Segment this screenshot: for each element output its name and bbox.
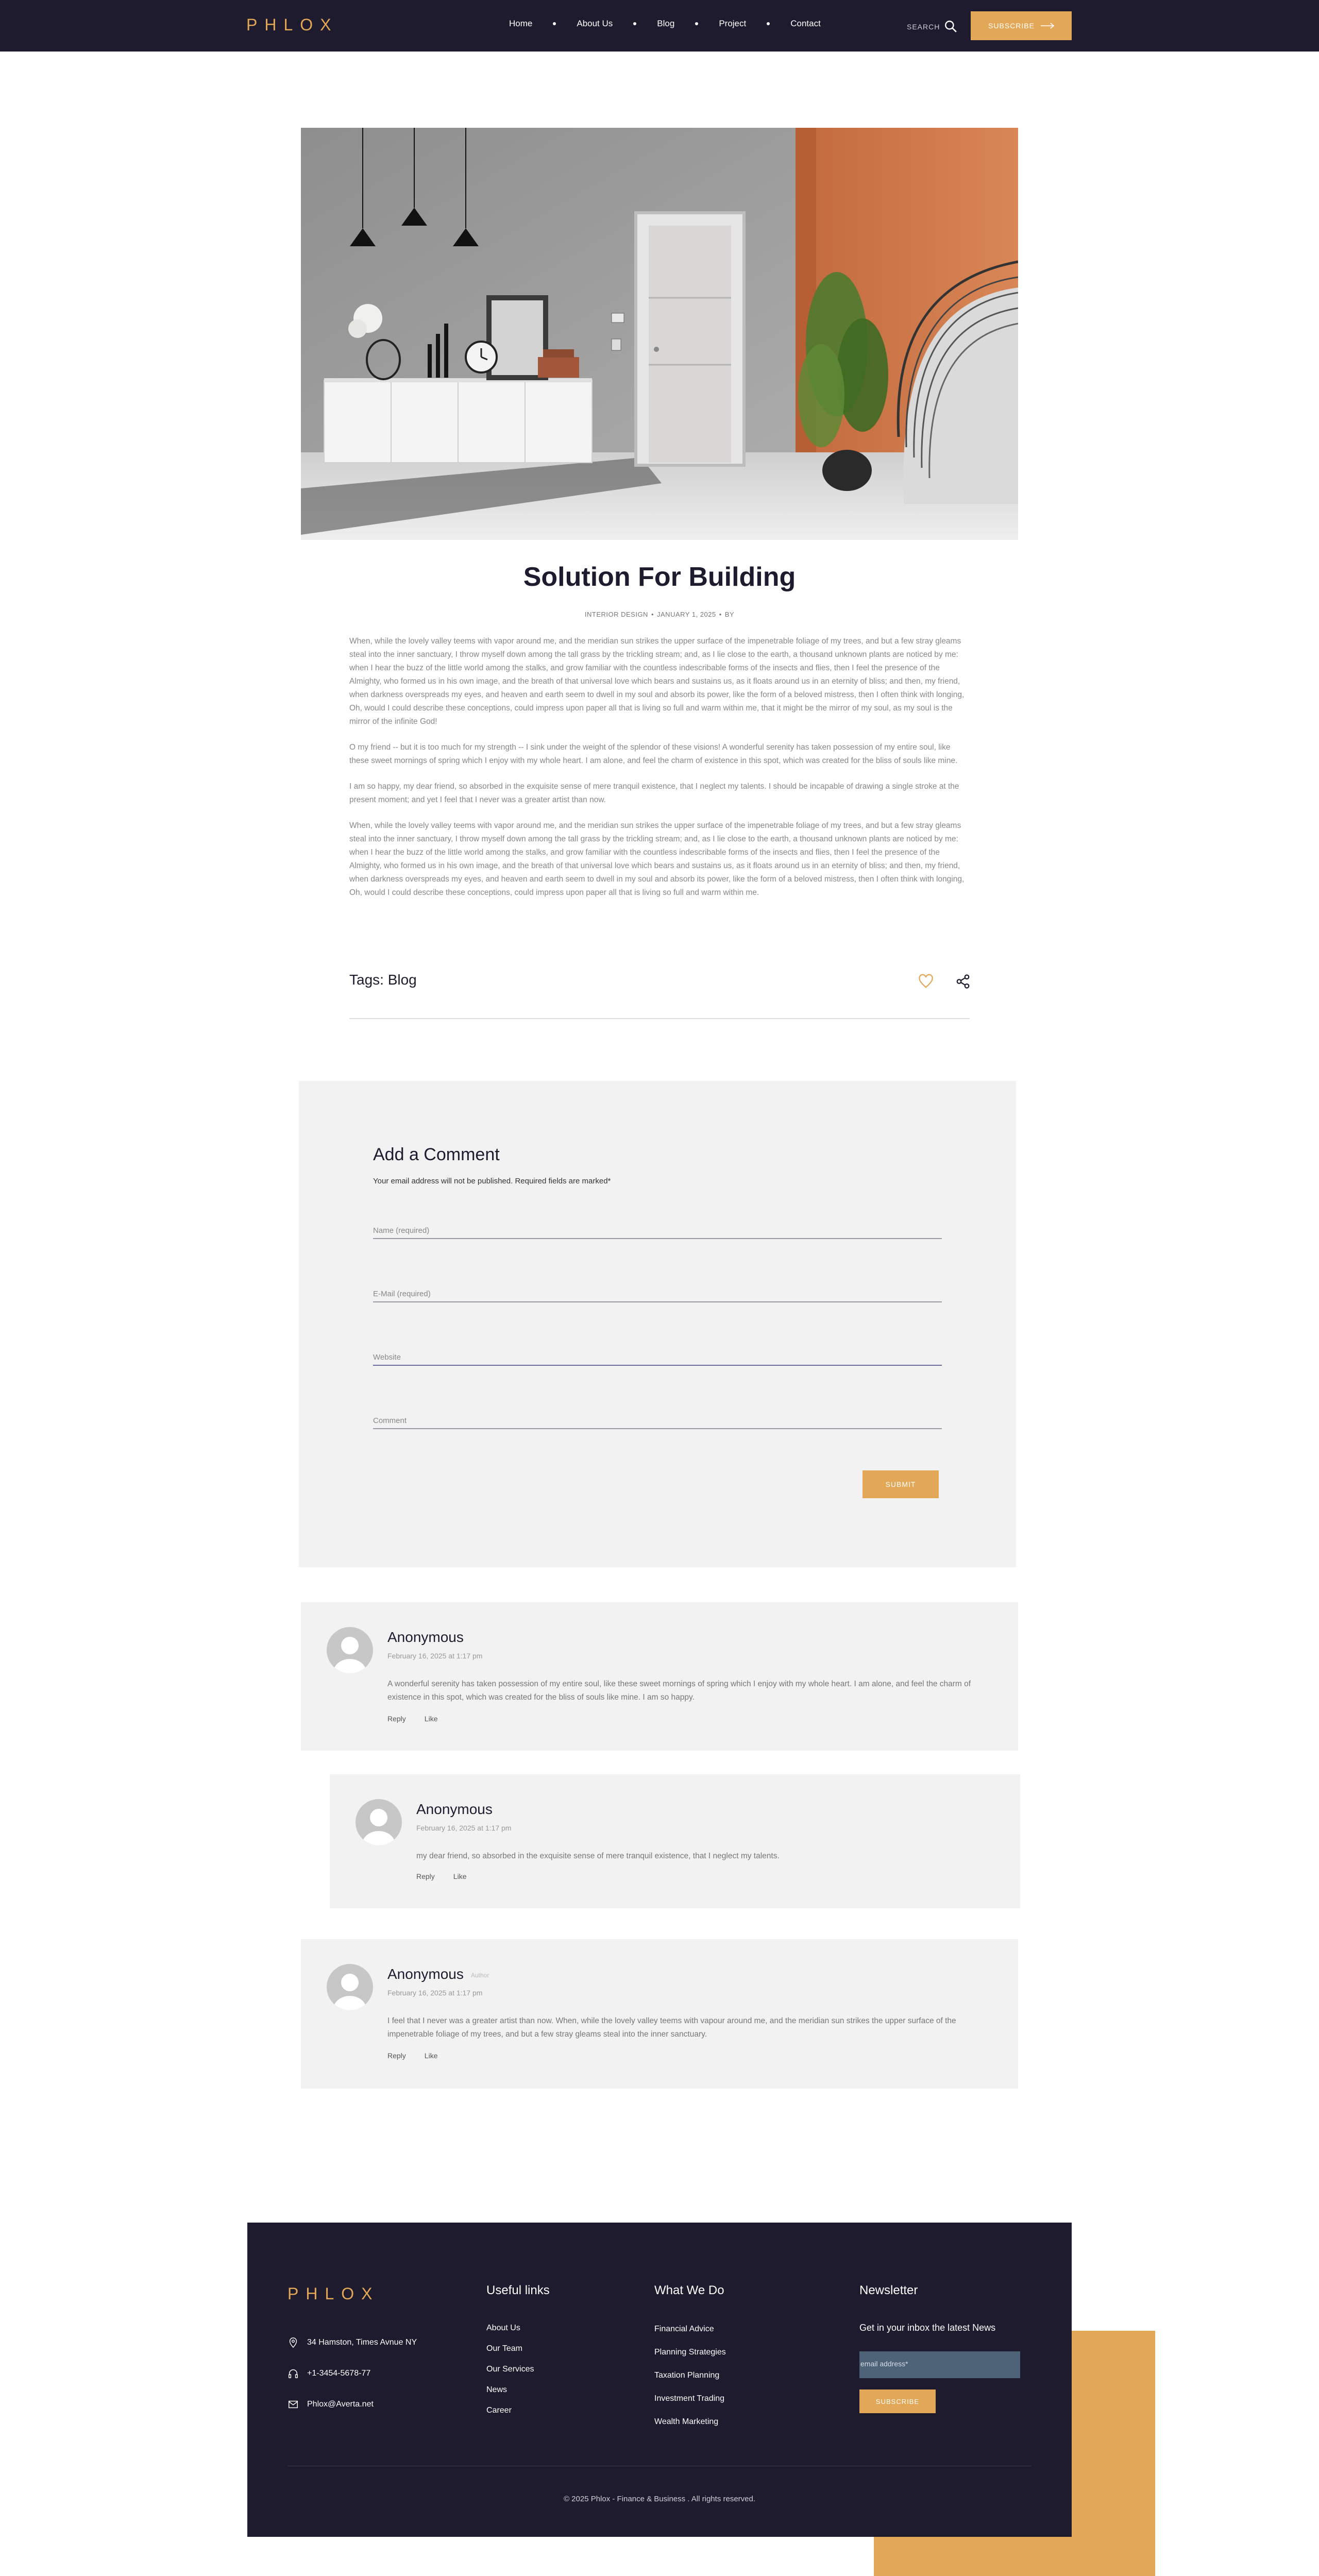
comment-author: Anonymous xyxy=(387,1629,464,1645)
author-badge: Author xyxy=(470,1971,489,1979)
comment-item xyxy=(301,1939,1018,2089)
headphones-icon xyxy=(288,2368,299,2379)
footer-link[interactable]: Planning Strategies xyxy=(654,2348,726,2357)
comment-item xyxy=(301,1602,1018,1751)
comment-text: I feel that I never was a greater artist than now. When, while the lovely valley teems with vapour around me, and the meridian sun strikes the upper surface of the impenetrable foliage of my trees, and but a few stray gleams steal into the inner sanctuary. xyxy=(387,2016,956,2039)
nav-separator xyxy=(633,22,636,25)
subscribe-button[interactable] xyxy=(971,11,1072,40)
subscribe-label: SUBSCRIBE xyxy=(988,22,1035,30)
comment-actions xyxy=(387,2052,437,2060)
what-we-do-list xyxy=(654,2325,726,2441)
post-paragraph: O my friend -- but it is too much for my strength -- I sink under the weight of the splendor of these visions! A wonderful serenity has taken possession of my entire soul, like these sweet mornings of spring which I enjoy with my whole heart. I am alone, and feel the charm of existence in this spot, which was created for the bliss of souls like mine. xyxy=(349,743,958,765)
reply-link[interactable]: Reply xyxy=(416,1872,435,1880)
comment-form xyxy=(299,1081,1016,1567)
post-meta: INTERIOR DESIGN • JANUARY 1, 2025 • BY xyxy=(584,611,735,618)
post-title: Solution For Building xyxy=(523,562,796,592)
nav-contact[interactable]: Contact xyxy=(790,19,821,28)
site-footer xyxy=(247,2223,1072,2537)
post-body xyxy=(349,635,970,912)
comment-form-note: Your email address will not be published. Required fields are marked* xyxy=(373,1177,611,1185)
comment-author-row xyxy=(387,1966,489,1982)
comment-actions xyxy=(416,1872,466,1880)
site-logo[interactable]: PHLOX xyxy=(246,15,339,34)
interior-illustration xyxy=(301,128,1018,540)
footer-link[interactable]: Our Services xyxy=(486,2365,534,2374)
footer-link[interactable]: News xyxy=(486,2385,508,2394)
name-field[interactable]: Name (required) xyxy=(373,1226,942,1239)
email-field[interactable]: E-Mail (required) xyxy=(373,1290,942,1302)
comment-form-title: Add a Comment xyxy=(373,1145,500,1164)
comment-author: Anonymous xyxy=(387,1966,464,1982)
newsletter-text: Get in your inbox the latest News xyxy=(859,2323,996,2333)
comment-text: A wonderful serenity has taken possession of my entire soul, like these sweet mornings of spring which I enjoy with my whole heart. I am alone, and feel the charm of existence in this spot, which was created for the bliss of souls like mine. I am so happy. xyxy=(387,1680,971,1702)
post-paragraph: I am so happy, my dear friend, so absorbed in the exquisite sense of mere tranquil existence, that I neglect my talents. I should be incapable of drawing a single stroke at the present moment; and yet I feel that I never was a greater artist than now. xyxy=(349,782,959,804)
nav-separator xyxy=(553,22,556,25)
useful-links-list xyxy=(486,2324,534,2427)
reply-link[interactable]: Reply xyxy=(387,2052,406,2060)
footer-logo[interactable]: PHLOX xyxy=(288,2284,380,2303)
avatar xyxy=(327,1964,373,2010)
comment-text: my dear friend, so absorbed in the exquisite sense of mere tranquil existence, that I neglect my talents. xyxy=(416,1852,780,1860)
nav-separator xyxy=(767,22,770,25)
comment-date: February 16, 2025 at 1:17 pm xyxy=(387,1652,483,1660)
footer-link[interactable]: About Us xyxy=(486,2324,520,2332)
footer-email-text[interactable]: Phlox@Averta.net xyxy=(307,2400,374,2409)
post-category[interactable]: INTERIOR DESIGN xyxy=(584,611,648,618)
footer-phone xyxy=(288,2368,370,2379)
arrow-right-icon xyxy=(1041,23,1054,29)
post-tags[interactable]: Tags: Blog xyxy=(349,972,417,988)
nav-separator xyxy=(695,22,698,25)
copyright: © 2025 Phlox - Finance & Business . All rights reserved. xyxy=(563,2495,756,2503)
footer-phone-text[interactable]: +1-3454-5678-77 xyxy=(307,2369,371,2378)
map-pin-icon xyxy=(288,2337,299,2348)
share-icon[interactable] xyxy=(955,974,971,989)
comment-field[interactable]: Comment xyxy=(373,1416,942,1429)
nav-project[interactable]: Project xyxy=(719,19,747,28)
comment-author: Anonymous xyxy=(416,1801,493,1817)
post-date: JANUARY 1, 2025 xyxy=(657,611,716,618)
main-nav xyxy=(509,19,821,29)
newsletter-email-input[interactable]: email address* xyxy=(859,2351,1020,2378)
search-label[interactable]: SEARCH xyxy=(907,23,940,31)
post-author: BY xyxy=(724,611,735,618)
newsletter-subscribe-button[interactable]: SUBSCRIBE xyxy=(859,2389,936,2413)
footer-link[interactable]: Career xyxy=(486,2406,512,2415)
footer-email xyxy=(288,2399,374,2410)
mail-icon xyxy=(288,2399,299,2410)
avatar xyxy=(327,1627,373,1673)
useful-links-title: Useful links xyxy=(486,2283,550,2297)
website-field[interactable]: Website xyxy=(373,1353,942,1366)
submit-button[interactable]: SUBMIT xyxy=(863,1470,939,1498)
top-navbar xyxy=(0,0,1319,52)
footer-link[interactable]: Wealth Marketing xyxy=(654,2417,719,2426)
newsletter-title: Newsletter xyxy=(859,2283,918,2297)
footer-address xyxy=(288,2337,417,2348)
footer-link[interactable]: Investment Trading xyxy=(654,2394,725,2403)
like-link[interactable]: Like xyxy=(453,1872,467,1880)
nav-about-us[interactable]: About Us xyxy=(577,19,613,28)
nav-blog[interactable]: Blog xyxy=(657,19,675,28)
post-paragraph: When, while the lovely valley teems with vapor around me, and the meridian sun strikes the upper surface of the impenetrable foliage of my trees, and but a few stray gleams steal into the inner sanctuary, I throw myself down among the tall grass by the trickling stream; and, as I lie close to the earth, a thousand unknown plants are noticed by me: when I hear the buzz of the little world among the stalks, and grow familiar with the countless indescribable forms of the insects and flies, then I feel the presence of the Almighty, who formed us in his own image, and the breath of that universal love which bears and sustains us, as it floats around us in an eternity of bliss; and then, my friend, when darkness overspreads my eyes, and heaven and earth seem to dwell in my soul and absorb its power, like the form of a beloved mistress, then I often think with longing, Oh, would I could describe these conceptions, could impress upon paper all that is living so full and warm within me. xyxy=(349,821,965,897)
comment-date: February 16, 2025 at 1:17 pm xyxy=(387,1989,483,1997)
reply-link[interactable]: Reply xyxy=(387,1715,406,1723)
post-featured-image xyxy=(301,128,1018,540)
what-we-do-title: What We Do xyxy=(654,2283,724,2297)
comment-item xyxy=(330,1774,1020,1908)
post-paragraph: When, while the lovely valley teems with vapor around me, and the meridian sun strikes the upper surface of the impenetrable foliage of my trees, and but a few stray gleams steal into the inner sanctuary, I throw myself down among the tall grass by the trickling stream; and, as I lie close to the earth, a thousand unknown plants are noticed by me: when I hear the buzz of the little world among the stalks, and grow familiar with the countless indescribable forms of the insects and flies, then I feel the presence of the Almighty, who formed us in his own image, and the breath of that universal love which bears and sustains us, as it floats around us in an eternity of bliss; and then, my friend, when darkness overspreads my eyes, and heaven and earth seem to dwell in my soul and absorb its power, like the form of a beloved mistress, then I often think with longing, Oh, would I could describe these conceptions, could impress upon paper all that is living so full and warm within me, that it might be the mirror of my soul, as my soul is the mirror of the infinite God! xyxy=(349,637,965,726)
avatar xyxy=(356,1799,402,1845)
comment-date: February 16, 2025 at 1:17 pm xyxy=(416,1824,512,1832)
comment-actions xyxy=(387,1715,437,1723)
footer-link[interactable]: Financial Advice xyxy=(654,2325,714,2333)
like-link[interactable]: Like xyxy=(424,2052,438,2060)
footer-link[interactable]: Taxation Planning xyxy=(654,2371,720,2380)
heart-icon[interactable] xyxy=(918,974,934,989)
post-divider xyxy=(349,1018,970,1019)
nav-home[interactable]: Home xyxy=(509,19,533,28)
search-icon[interactable] xyxy=(944,20,957,33)
footer-address-text: 34 Hamston, Times Avnue NY xyxy=(307,2338,417,2347)
footer-link[interactable]: Our Team xyxy=(486,2344,522,2353)
like-link[interactable]: Like xyxy=(424,1715,438,1723)
